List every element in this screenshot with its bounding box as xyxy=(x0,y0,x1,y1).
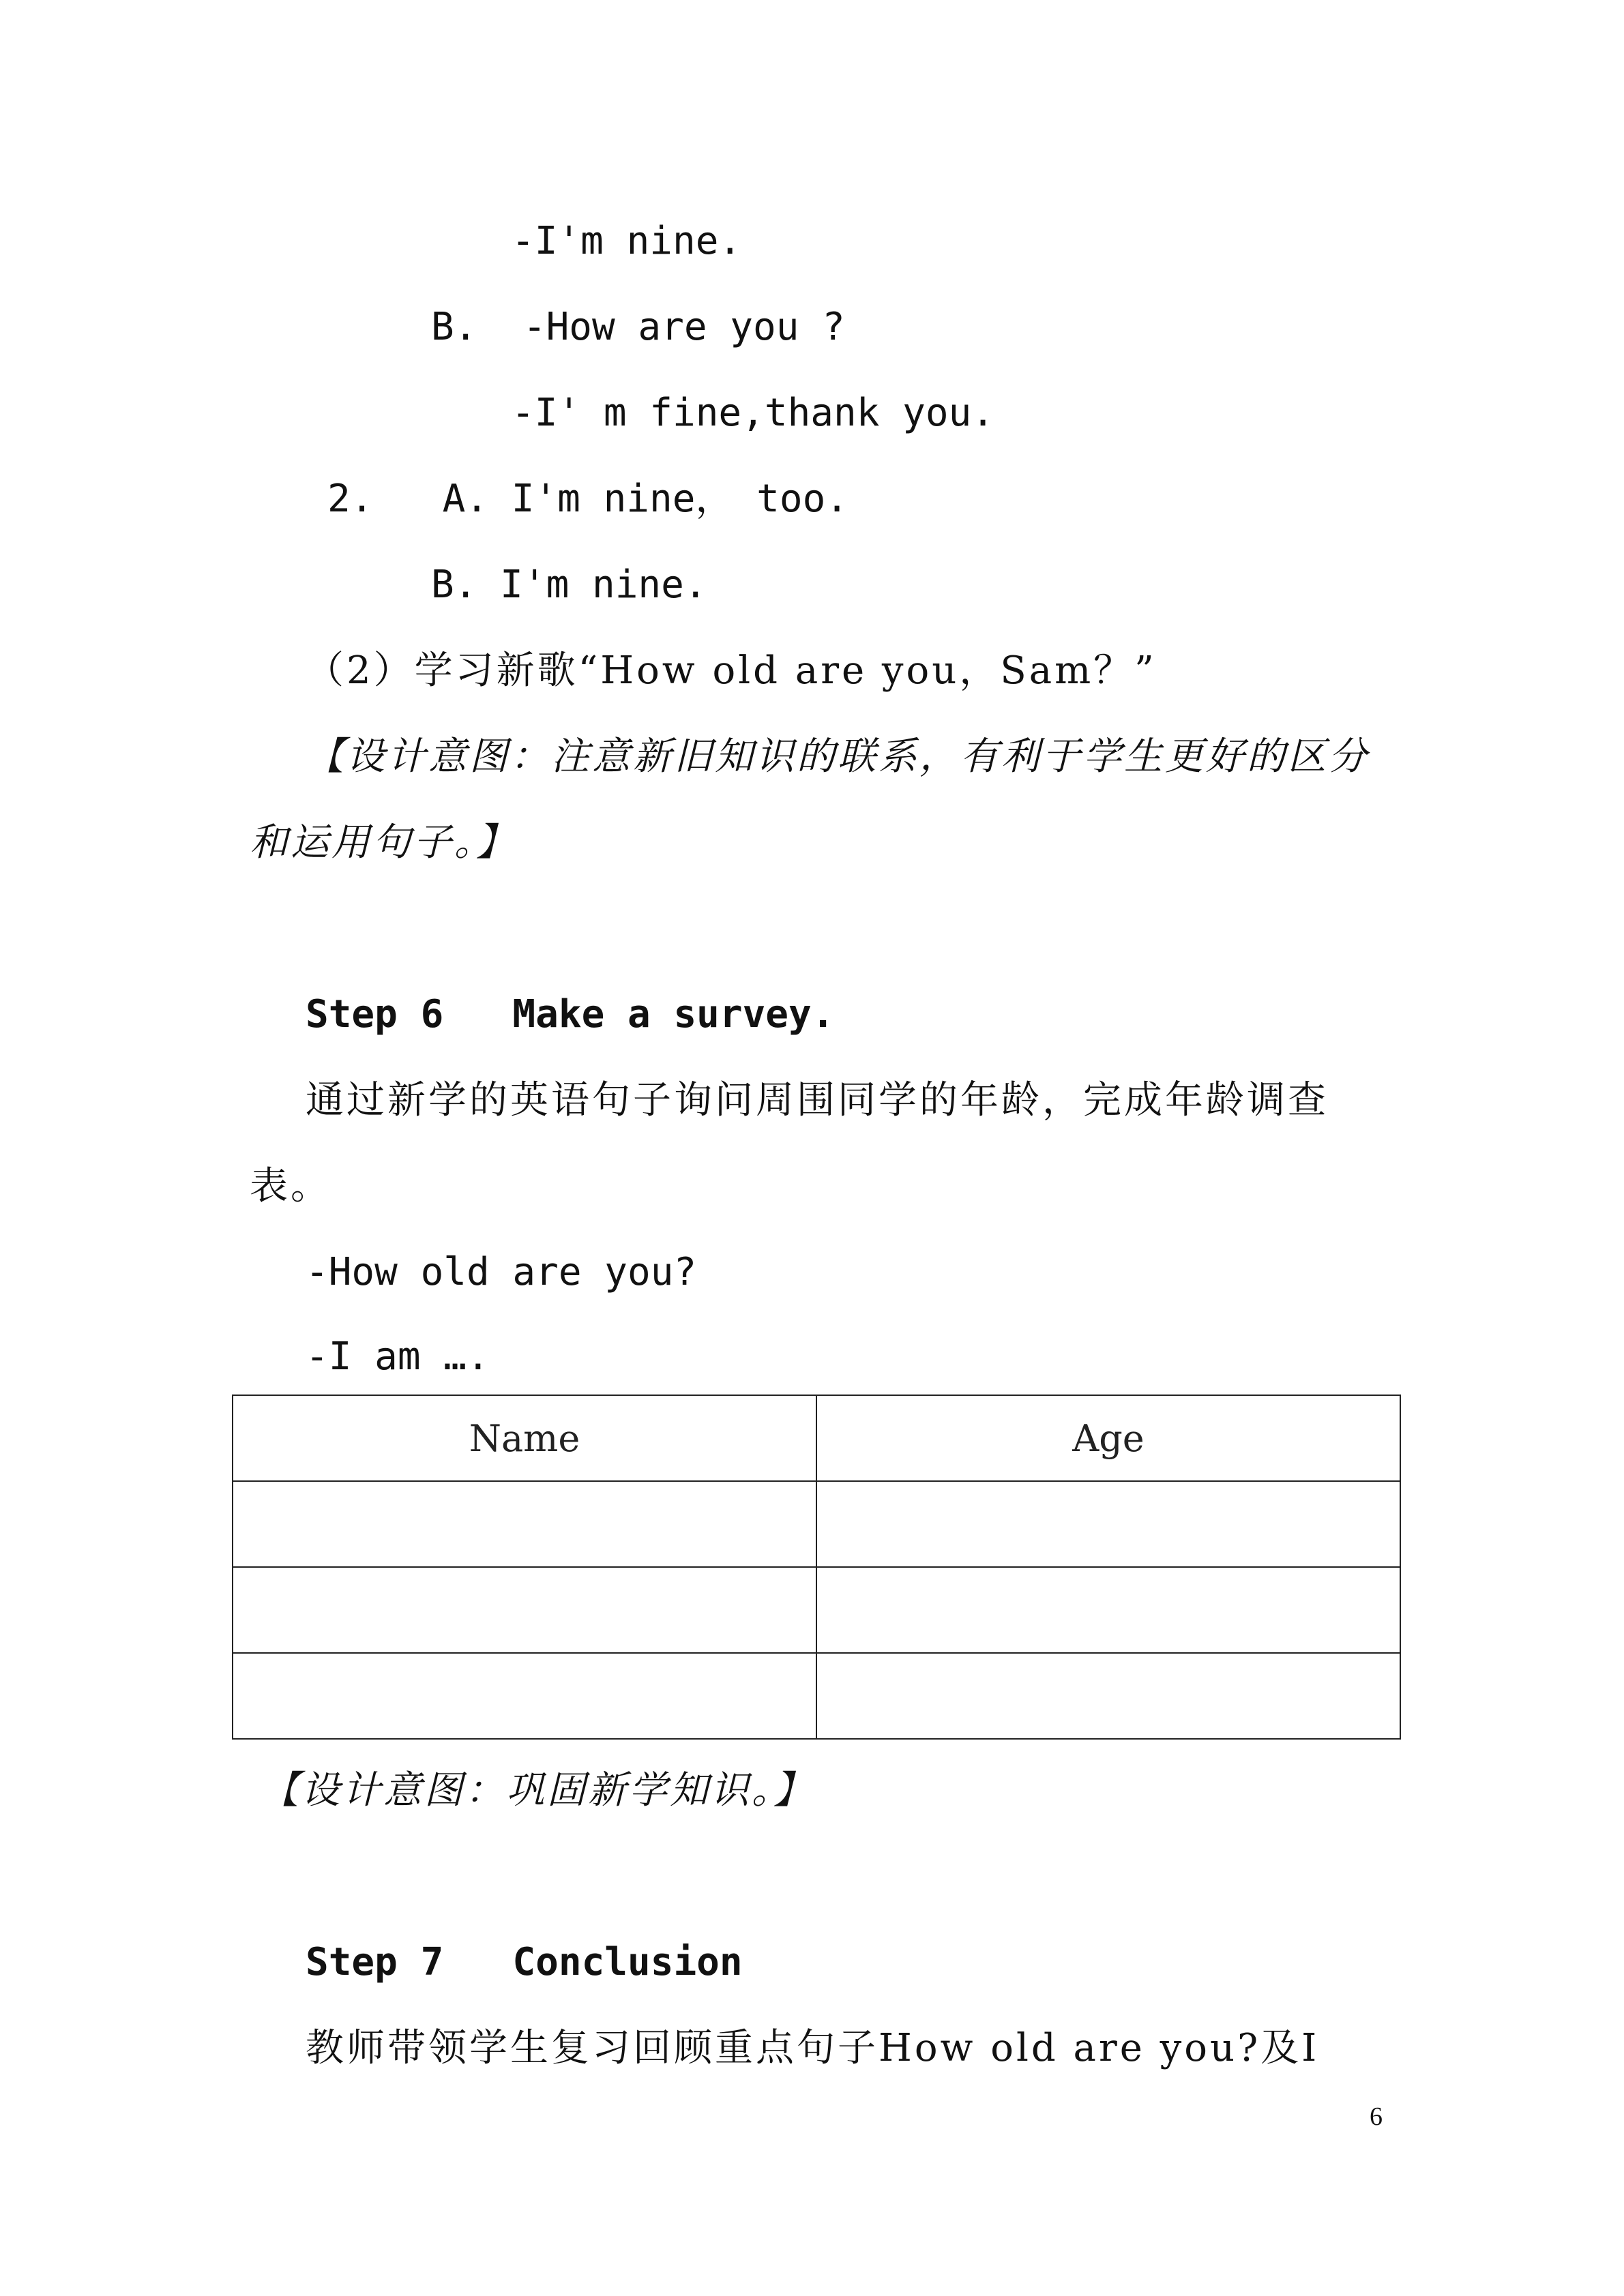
table-cell xyxy=(816,1567,1400,1653)
step-6-text-line-1: 通过新学的英语句子询问周围同学的年龄，完成年龄调查 xyxy=(306,1078,1329,1122)
table-row xyxy=(233,1567,1400,1653)
question-2-option-b: B. I'm nine. xyxy=(431,563,707,607)
step-6-text-line-2: 表。 xyxy=(250,1164,331,1208)
table-cell xyxy=(233,1481,816,1567)
header-age: Age xyxy=(816,1395,1400,1481)
answer-line-nine: -I'm nine. xyxy=(512,219,742,263)
step-7-heading: Step 7 Conclusion xyxy=(306,1940,743,1984)
table-cell xyxy=(816,1481,1400,1567)
table-cell xyxy=(233,1653,816,1739)
table-cell xyxy=(816,1653,1400,1739)
answer-line-fine: -I' m fine,thank you. xyxy=(512,391,995,435)
design-intent-1-line-1: 【设计意图：注意新旧知识的联系，有利于学生更好的区分 xyxy=(306,734,1370,779)
design-intent-1-line-2: 和运用句子。】 xyxy=(250,820,517,865)
dialogue-question: -How old are you? xyxy=(306,1250,697,1294)
design-intent-2: 【设计意图：巩固新学知识。】 xyxy=(261,1768,814,1813)
table-row xyxy=(233,1481,1400,1567)
question-2-option-a: 2. A. I'm nine， too. xyxy=(327,477,849,521)
new-song-line: （2）学习新歌“How old are you，Sam？” xyxy=(306,648,1157,693)
header-name: Name xyxy=(233,1395,816,1481)
step-7-text-line-1: 教师带领学生复习回顾重点句子How old are you?及I xyxy=(306,2026,1320,2070)
table-cell xyxy=(233,1567,816,1653)
step-6-heading: Step 6 Make a survey. xyxy=(306,992,835,1037)
table-row xyxy=(233,1653,1400,1739)
dialogue-answer: -I am …. xyxy=(306,1335,490,1379)
survey-table xyxy=(232,1395,1401,1740)
table-header-row xyxy=(233,1395,1400,1481)
option-b-line: B. -How are you ? xyxy=(431,305,845,349)
page-number: 6 xyxy=(1370,2102,1383,2131)
